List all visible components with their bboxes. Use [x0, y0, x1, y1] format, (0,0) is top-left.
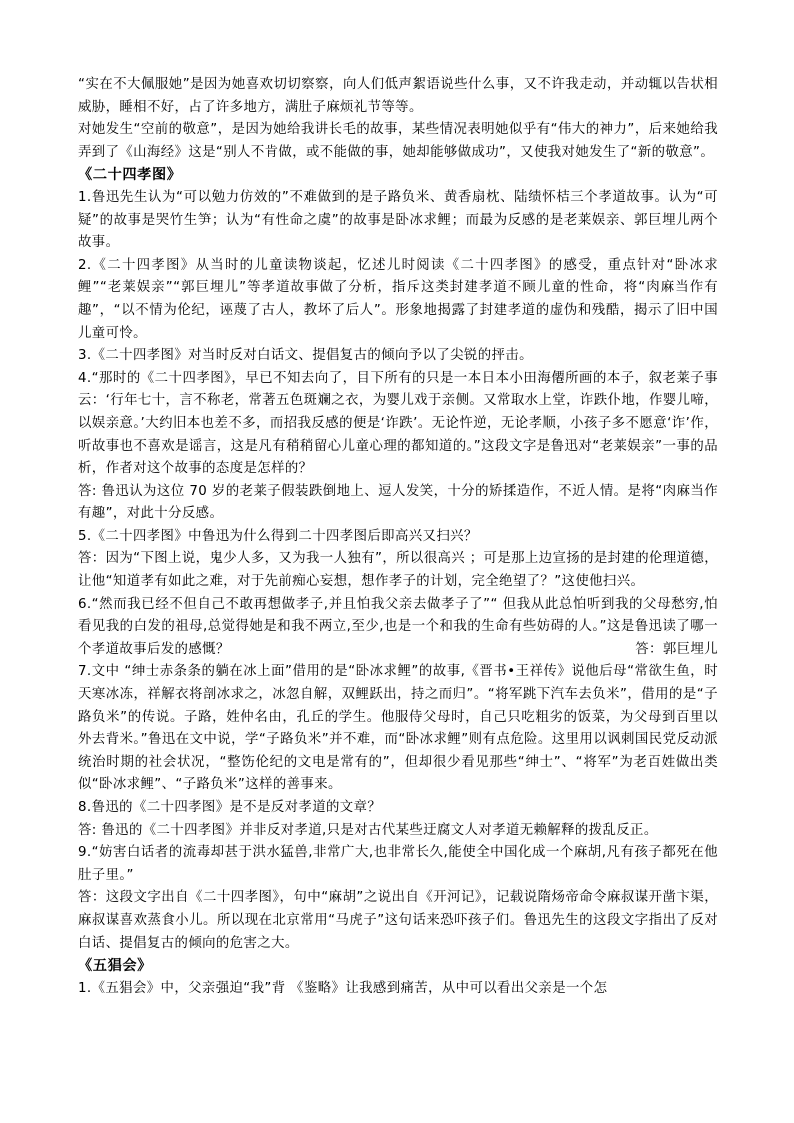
question-6-text: 6.“然而我已经不但自己不敢再想做孝子,并且怕我父亲去做孝子了”“ 但我从此总怕听到我的父母愁穷,怕看见我的白发的祖母,总觉得她是和我不两立,至少,也是一个和我的生命有些妨碍的人。”这是鲁迅读了哪一个孝道故事后发的感慨？ [78, 596, 718, 657]
answer-6: 答：郭巨埋儿 [635, 641, 718, 657]
question-7: 7.文中 “绅士赤条条的躺在冰上面”借用的是“卧冰求鲤”的故事,《晋书•王祥传》说他后母“常欲生鱼，时天寒冰冻，祥解衣将剖冰求之，冰忽自解，双鲤跃出，持之而归”。“将军跳下汽车去负米”，借用的是“子路负米”的传说。子路，姓仲名由，孔丘的学生。他服侍父母时，自己只吃粗劣的饭菜，为父母到百里以外去背米。”鲁迅在文中说，学“子路负米”并不难，而“卧冰求鲤”则有点危险。这里用以讽刺国民党反动派统治时期的社会状况，“整饬伦纪的文电是常有的”，但却很少看见那些“绅士”、“将军”为老百姓做出类似“卧冰求鲤”、“子路负米”这样的善事来。 [78, 664, 718, 793]
section-heading-twenty-four-filial: 《二十四孝图》 [78, 167, 182, 184]
question-5: 5.《二十四孝图》中鲁迅为什么得到二十四孝图后即高兴又扫兴？ [78, 528, 478, 544]
question-8: 8.鲁迅的《二十四孝图》是不是反对孝道的文章？ [78, 800, 382, 815]
answer-8: 答: 鲁迅的《二十四孝图》并非反对孝道,只是对古代某些迂腐文人对孝道无赖解释的拨乱反正。 [78, 822, 658, 838]
answer-4: 答: 鲁迅认为这位 70 岁的老莱子假装跌倒地上、逗人发笑，十分的矫揉造作，不近人情。是将“肉麻当作有趣”，对此十分反感。 [78, 483, 718, 522]
question-4: 4.“那时的《二十四孝图》，早已不知去向了，目下所有的只是一本日本小田海僊所画的本子，叙老莱子事云：‘行年七十，言不称老，常著五色斑斓之衣，为婴儿戏于亲侧。又常取水上堂，诈跌仆地，作婴儿啼，以娱亲意。’大约旧本也差不多，而招我反感的便是‘诈跌’。无论忤逆，无论孝顺，小孩子多不愿意‘诈’作，听故事也不喜欢是谣言，这是凡有稍稍留心儿童心理的都知道的。”这段文字是鲁迅对“老莱娱亲”一事的品析，作者对这个故事的态度是怎样的？ [78, 370, 718, 477]
intro-paragraph-1: “实在不大佩服她”是因为她喜欢切切察察，向人们低声絮语说些什么事，又不许我走动，并动辄以告状相威胁，睡相不好，占了许多地方，满肚子麻烦礼节等等。 [78, 77, 718, 115]
document-page [78, 74, 718, 1000]
question-9: 9.“妨害白话者的流毒却甚于洪水猛兽,非常广大,也非常长久,能使全中国化成一个麻胡,凡有孩子都死在他肚子里。” [78, 845, 718, 883]
answer-5: 答：因为“下图上说，鬼少人多，又为我一人独有”，所以很高兴 ；可是那上边宣扬的是封建的伦理道德，让他“知道孝有如此之难，对于先前痴心妄想，想作孝子的计划，完全绝望了？”这使他扫兴。 [78, 551, 718, 590]
question-2: 2.《二十四孝图》从当时的儿童读物谈起，忆述儿时阅读《二十四孝图》的感受，重点针对“卧冰求鲤”“老莱娱亲”“郭巨埋儿”等孝道故事做了分析，指斥这类封建孝道不顾儿童的性命，将“肉麻当作有趣”，“以不情为伦纪，诬蔑了古人，教坏了后人”。形象地揭露了封建孝道的虚伪和残酷，揭示了旧中国儿童可怜。 [78, 257, 718, 341]
question-1: 1.鲁迅先生认为“可以勉力仿效的”不难做到的是子路负米、黄香扇枕、陆绩怀桔三个孝道故事。认为“可疑”的故事是哭竹生笋；认为“有性命之虞”的故事是卧冰求鲤；而最为反感的是老莱娱亲、郭巨埋儿两个故事。 [78, 189, 718, 251]
intro-paragraph-2: 对她发生“空前的敬意”，是因为她给我讲长毛的故事，某些情况表明她似乎有“伟大的神力”，后来她给我弄到了《山海经》这是“别人不肯做，或不能做的事，她却能够做成功”，又使我对她发生了“新的敬意”。 [78, 122, 718, 160]
question-6 [78, 594, 718, 662]
question-3: 3.《二十四孝图》对当时反对白话文、提倡复古的倾向予以了尖锐的抨击。 [78, 348, 533, 364]
section2-question-1: 1.《五猖会》中，父亲强迫“我”背 《鉴略》让我感到痛苦，从中可以看出父亲是一个怎 [78, 980, 608, 996]
section-heading-five-fierce-gods: 《五猖会》 [78, 958, 152, 975]
answer-9: 答：这段文字出自《二十四孝图》，句中“麻胡”之说出自《开河记》，记载说隋炀帝命令麻叔谋开凿卞渠，麻叔谋喜欢蒸食小儿。所以现在北京常用“马虎子”这句话来恐吓孩子们。鲁迅先生的这段文字指出了反对白话、提倡复古的倾向的危害之大。 [78, 890, 718, 951]
